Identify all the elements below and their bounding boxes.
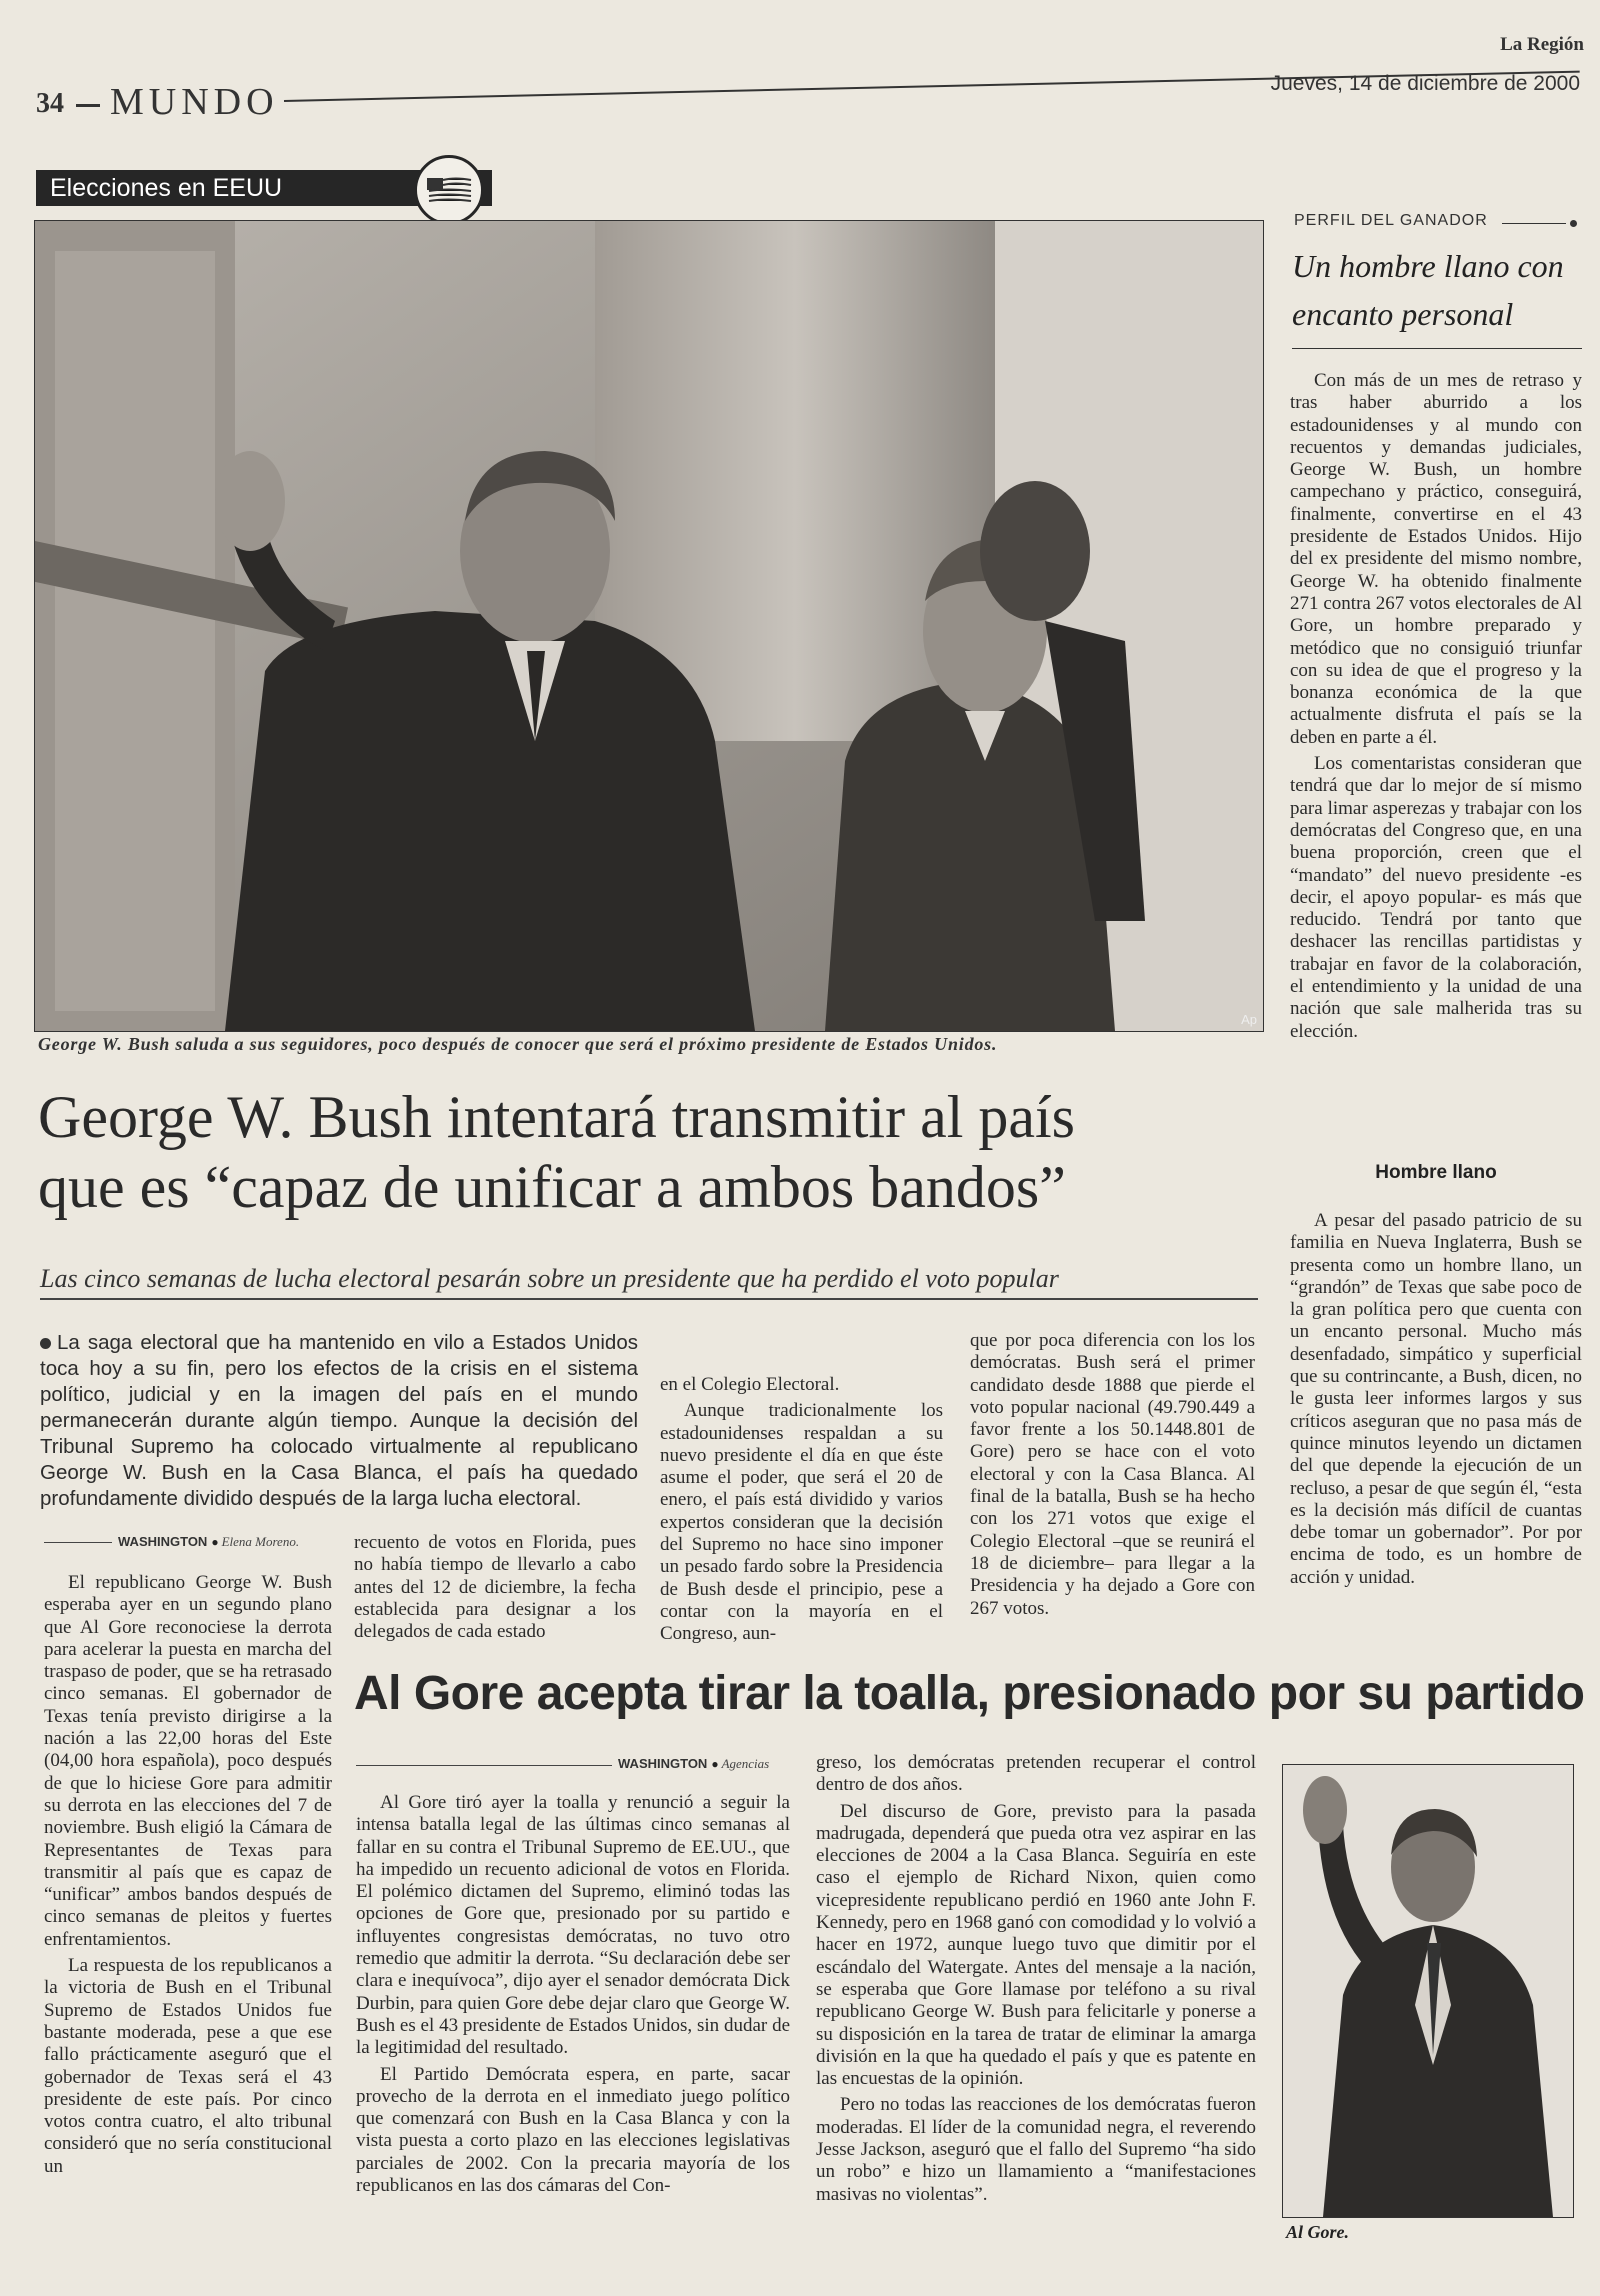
main-col4-p1: que por poca diferencia con los los demócratas. Bush será el primer candidato desde 1888 que pierde el voto popular nacional (49.790.449 a favor frente a los 50.1448.801 de Gore) pero se hace con el voto electoral y con la Casa Blanca. Al final de la batalla, Bush se ha hecho con los 271 votos que exige el Colegio Electoral –que se reunirá el 18 de diciembre– para llegar a la Presidencia y ha dejado a Gore con 267 votos. — [970, 1330, 1255, 1619]
sidebar-title: Un hombre llano con encanto personal — [1292, 248, 1564, 332]
page-number-dash — [76, 104, 100, 107]
sidebar-body — [1290, 370, 1582, 1043]
second-col-2 — [816, 1752, 1256, 2206]
main-lead — [40, 1330, 638, 1512]
second-headline: Al Gore acepta tirar la toalla, presionado por su partido — [354, 1667, 1585, 1720]
second-col2-p3: Pero no todas las reacciones de los demócratas fueron moderadas. El líder de la comunidad negra, el reverendo Jesse Jackson, aseguró que el fallo del Supremo “ha sido un robo” e hizo un llamamiento a “manifestaciones masivas no violentas”. — [816, 2094, 1256, 2205]
gore-photo-illustration — [1283, 1765, 1573, 2217]
main-col-3 — [660, 1374, 943, 1646]
main-byline — [118, 1533, 299, 1551]
sidebar-p1: Con más de un mes de retraso y tras haber aburrido a los estadounidenses y al mundo con recuentos y demandas judiciales, George W. Bush, un hombre campechano y práctico, conseguirá, finalmente, convertirse en el 43 presidente de Estados Unidos. Hijo del ex presidente del mismo nombre, George W. ha obtenido finalmente 271 contra 267 votos electorales de Al Gore, un hombre preparado y metódico que no consiguió triunfar con su idea de que el progreso y la bonanza económica de la que actualmente disfruta el país se la deben en parte a él. — [1290, 370, 1582, 748]
main-col3-p2: Aunque tradicionalmente los estadounidenses respaldan a su nuevo presidente el día en que éste asume el poder, que será el 20 de enero, el país está dividido y varios expertos consideran que la decisión del Supremo no hace sino imponer un pesado fardo sobre la Presidencia de Bush desde el principio, pese a contar con la mayoría en el Congreso, aun- — [660, 1400, 943, 1645]
main-photo-caption: George W. Bush saluda a sus seguidores, poco después de conocer que será el próximo presidente de Estados Unidos. — [38, 1034, 998, 1054]
second-col2-p2: Del discurso de Gore, previsto para la pasada madrugada, dependerá que pueda otra vez aspirar en las elecciones de 2004 a la Casa Blanca. Seguiría en este caso el ejemplo de Richard Nixon, quien como vicepresidente republicano perdió en 1960 ante John F. Kennedy, pero en 1968 ganó con comodidad y lo volvió a hacer en 1972, aunque luego tuvo que dimitir por el escándalo del Watergate. Antes del mensaje a la nación, se esperaba que Gore llamase por teléfono a su rival republicano George W. Bush para felicitarle y ponerse a su disposición en la tarea de tratar de eliminar la amarga división en la que ha quedado el país y que es patente en las encuestas de la opinión. — [816, 1800, 1256, 2090]
us-flag-icon — [414, 155, 484, 225]
subheadline-rule — [40, 1298, 1258, 1300]
section-name: MUNDO — [110, 81, 279, 123]
second-col-1 — [356, 1792, 790, 2197]
second-byline-rule — [356, 1765, 612, 1766]
second-author: Agencias — [721, 1756, 770, 1771]
main-col-2 — [354, 1532, 636, 1643]
sidebar-kicker-dot — [1570, 220, 1577, 227]
second-dateline: WASHINGTON — [618, 1756, 708, 1771]
sidebar-p3: A pesar del pasado patricio de su familia en Nueva Inglaterra, Bush se presenta como un hombre llano, un “grandón” de Texas que sabe poco de la gran política pero que cuenta con un encanto personal. Mucho más desenfadado, simpático y superficial que su contrincante, a Bush, dicen, no le gusta leer informes largos y sus críticos aseguran que no pasa más de quince minutos leyendo un dictamen del que depende la ejecución de un recluso, a pesar de que según él, “esta es la decisión más difícil de cuantas debe tomar un gobernador”. Por por encima de todo, es un hombre de acción y unidad. — [1290, 1210, 1582, 1588]
byline-rule-left — [44, 1542, 112, 1543]
main-photo — [34, 220, 1264, 1032]
sidebar-body-2 — [1290, 1210, 1582, 1589]
lead-text: La saga electoral que ha mantenido en vilo a Estados Unidos toca hoy a su fin, pero los efectos de la crisis en el sistema político, judicial y en la imagen del país en el mundo permanecerán durante algún tiempo. Aunque la decisión del Tribunal Supremo ha colocado virtualmente al republicano George W. Bush en la Casa Blanca, el país ha quedado profundamente dividido después de la larga lucha electoral. — [40, 1331, 638, 1510]
page-number: 34 — [36, 88, 64, 119]
issue-date: Jueves, 14 de diciembre de 2000 — [1270, 72, 1580, 95]
main-col3-p1: en el Colegio Electoral. — [660, 1374, 840, 1395]
byline-dot: ● — [211, 1535, 222, 1549]
publication-name: La Región — [1500, 34, 1584, 55]
sidebar-title-rule — [1292, 348, 1582, 349]
main-col1-p1: El republicano George W. Bush esperaba ayer en un segundo plano que Al Gore reconociese la derrota para acelerar la puesta en marcha del traspaso de poder, que se ha retrasado cinco semanas. El gobernador de Texas tenía previsto dirigirse a la nación a las 22,00 horas del Este (04,00 hora española), poco después de que lo hiciese Gore para admitir su derrota en las elecciones del 7 de noviembre. Bush eligió la Cámara de Representantes de Texas para transmitir al país que es capaz de “unificar” ambos bandos después de cinco semanas de pleitos y fuertes enfrentamientos. — [44, 1572, 332, 1950]
main-col-1 — [44, 1572, 332, 2178]
second-col2-p1: greso, los demócratas pretenden recuperar el control dentro de dos años. — [816, 1752, 1256, 1796]
main-photo-illustration — [35, 221, 1263, 1031]
main-subheadline: Las cinco semanas de lucha electoral pesarán sobre un presidente que ha perdido el voto popular — [40, 1264, 1059, 1293]
sidebar-subhead: Hombre llano — [1375, 1162, 1497, 1183]
main-headline-line1: George W. Bush intentará transmitir al país — [38, 1084, 1076, 1150]
lead-bullet — [40, 1338, 51, 1349]
main-headline-line2: que es “capaz de unificar a ambos bandos” — [38, 1154, 1066, 1220]
second-byline — [618, 1755, 769, 1773]
sidebar-kicker: PERFIL DEL GANADOR — [1294, 212, 1488, 229]
second-byline-dot: ● — [711, 1757, 722, 1771]
main-col-4 — [970, 1330, 1255, 1620]
second-col1-p1: Al Gore tiró ayer la toalla y renunció a seguir la intensa batalla legal de las últimas cinco semanas al fallar en su contra el Tribunal Supremo de EE.UU., que ha impedido un recuento adicional de votos en Florida. El polémico dictamen del Supremo, eliminó todas las opciones de Gore que, presionado por su partido e influyentes congresistas demócratas, no tuvo otro remedio que admitir la derrota. “Su declaración debe ser clara e inequívoca”, dijo ayer el senador demócrata Dick Durbin, para quien Gore debe dejar claro que George W. Bush es el 43 presidente de Estados Unidos, sin dudar de la legitimidad del resultado. — [356, 1792, 790, 2059]
sidebar-p2: Los comentaristas consideran que tendrá que dar lo mejor de sí mismo para limar asperezas y trabajar con los demócratas del Congreso que, en una buena proporción, creen que el “mandato” del nuevo presidente -es decir, el apoyo popular- es más que reducido. Tendrá por tanto que deshacer las rencillas partidistas y trabajar en favor de la colaboración, el entendimiento y la unidad de una nación que sale malherida tras su elección. — [1290, 753, 1582, 1042]
main-headline — [38, 1082, 1258, 1222]
sidebar-kicker-rule — [1502, 223, 1566, 224]
gore-photo-caption: Al Gore. — [1286, 2222, 1349, 2242]
main-col1-p2: La respuesta de los republicanos a la victoria de Bush en el Tribunal Supremo de Estados Unidos fue bastante moderada, pese a que ese fallo prácticamente aseguró que el gobernador de Texas será el 43 presidente de este país. Por cinco votos contra cuatro, el alto tribunal consideró que no sería constitucional un — [44, 1955, 332, 2177]
second-col1-p2: El Partido Demócrata espera, en parte, sacar provecho de la derrota en el inmediato juego político que comenzará con Bush en la Casa Blanca y con la vista puesta a corto plazo en las elecciones legislativas parciales de 2002. Con la precaria mayoría de los republicanos en las dos cámaras del Con- — [356, 2063, 790, 2197]
main-dateline: WASHINGTON — [118, 1534, 208, 1549]
section-tag-label: Elecciones en EEUU — [50, 174, 283, 202]
photo-credit: Ap — [1241, 1012, 1257, 1027]
gore-photo — [1282, 1764, 1574, 2218]
main-author: Elena Moreno. — [221, 1534, 300, 1549]
main-col2-p1: recuento de votos en Florida, pues no había tiempo de llevarlo a cabo antes del 12 de diciembre, la fecha establecida para designar a los delegados de cada estado — [354, 1532, 636, 1643]
